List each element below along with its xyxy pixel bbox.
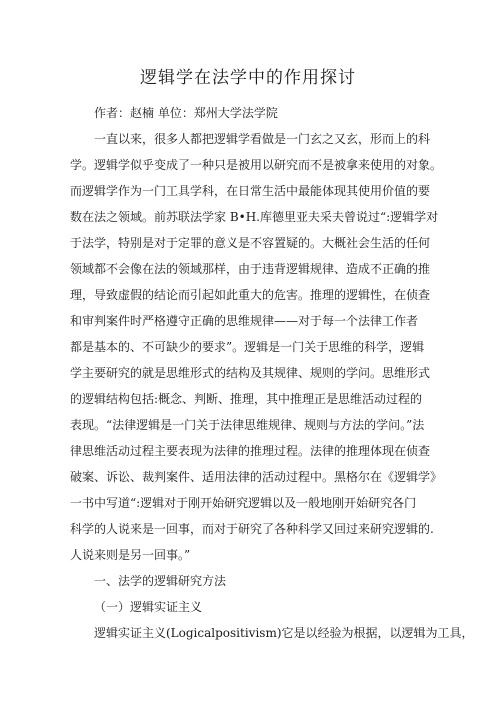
paragraph-line: 都是基本的、不可缺少的要求”。逻辑是一门关于思维的科学，逻辑 [70,340,425,354]
paragraph-line: 学主要研究的就是思维形式的结构及其规律、规则的学问。思维形式 [70,366,431,380]
paragraph-line: 数在法之领域。前苏联法学家 B•H.库德里亚夫采夫曾说过“:逻辑学对 [70,210,439,224]
paragraph-line: 表现。“法律逻辑是一门关于法律思维规律、规则与方法的学问。”法 [70,418,425,432]
document-body [70,126,474,646]
paragraph-line: 学。逻辑学似乎变成了一种只是被用以研究而不是被拿来使用的对象。 [70,158,443,172]
paragraph-line: 逻辑实证主义(Logicalpositivism)它是以经验为根据，以逻辑为工具， [94,626,474,640]
paragraph-line: 和审判案件时严格遵守正确的思维规律——对于每一个法律工作者 [70,314,419,328]
paragraph-line: 科学的人说来是一回事，而对于研究了各种科学又回过来研究逻辑的. [70,522,434,536]
paragraph-line: 而逻辑学作为一门工具学科，在日常生活中最能体现其使用价值的要 [70,184,431,198]
paragraph-line: 人说来则是另一回事。” [70,548,191,562]
section-heading: 一、法学的逻辑研究方法 [94,574,227,588]
paragraph-line: 一书中写道“:逻辑对于刚开始研究逻辑以及一般地刚开始研究各门 [70,496,417,510]
paragraph-line: 律思维活动过程主要表现为法律的推理过程。法律的推理体现在侦查 [70,444,431,458]
subsection-heading: （一）逻辑实证主义 [94,600,203,614]
document-title: 逻辑学在法学中的作用探讨 [140,68,356,88]
paragraph-line: 理，导致虚假的结论而引起如此重大的危害。推理的逻辑性，在侦查 [70,288,431,302]
paragraph-line: 领域都不会像在法的领域那样，由于违背逻辑规律、造成不正确的推 [70,262,431,276]
paragraph-line: 一直以来，很多人都把逻辑学看做是一门玄之又玄，形而上的科 [94,132,431,146]
paragraph-line: 破案、诉讼、裁判案件、适用法律的活动过程中。黑格尔在《逻辑学》 [70,470,443,484]
paragraph-line: 的逻辑结构包括:概念、判断、推理，其中推理正是思维活动过程的 [70,392,423,406]
author-line: 作者：赵楠 单位：郑州大学法学院 [94,106,278,120]
paragraph-line: 于法学，特别是对于定罪的意义是不容置疑的。大概社会生活的任何 [70,236,431,250]
